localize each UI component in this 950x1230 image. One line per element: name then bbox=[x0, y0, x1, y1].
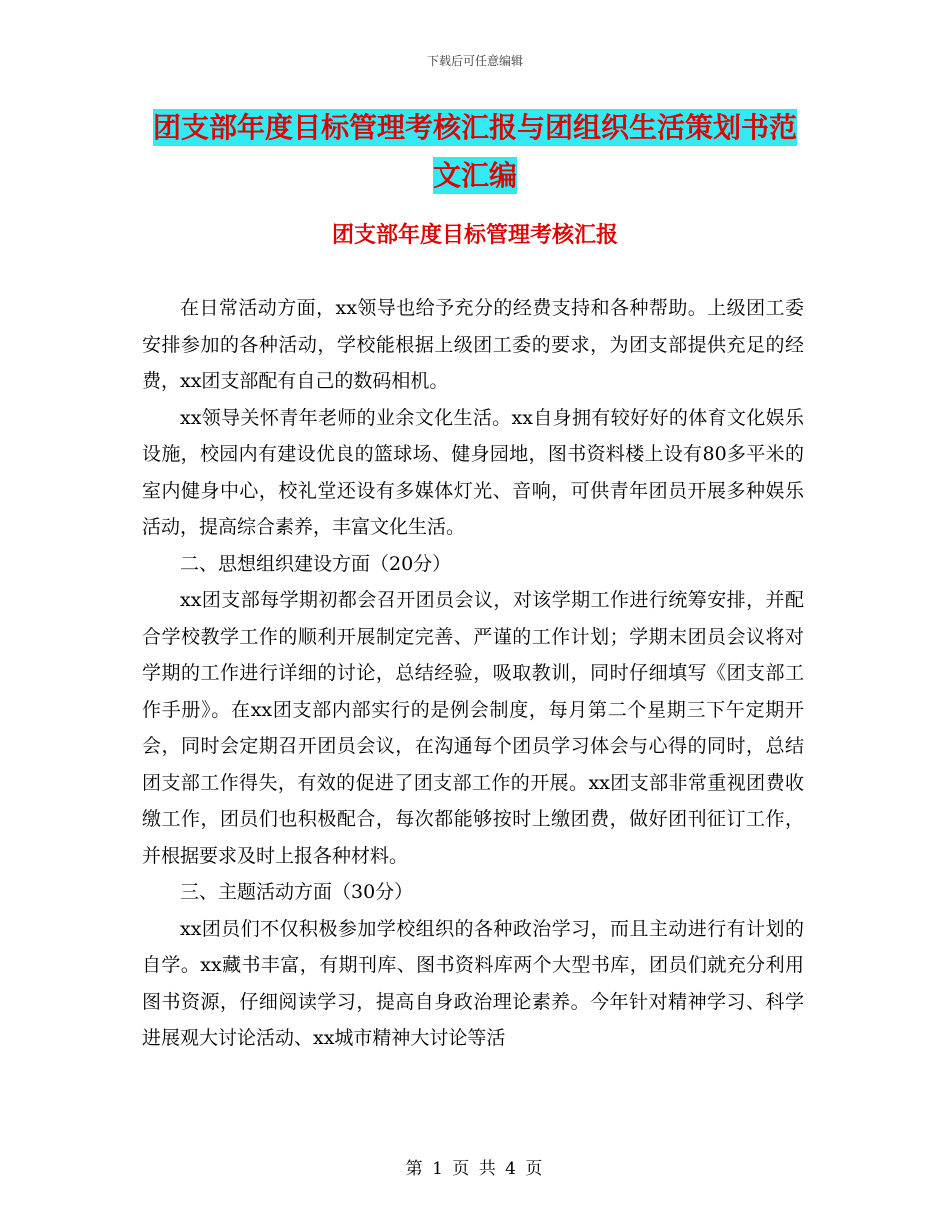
heading-theme-activities: 三、主题活动方面（30分） bbox=[180, 881, 414, 903]
paragraph-study: xx团员们不仅积极参加学校组织的各种政治学习，而且主动进行有计划的自学。xx藏书丰富，有期刊库、图书资料库两个大型书库，团员们就充分利用图书资源，仔细阅读学习，提高自身政治理论素养。今年针对精神学习、科学进展观大讨论活动、xx城市精神大讨论等活 bbox=[142, 917, 804, 1049]
paragraph-culture: xx领导关怀青年老师的业余文化生活。xx自身拥有较好好的体育文化娱乐设施，校园内有建设优良的篮球场、健身园地，图书资料楼上设有80多平米的室内健身中心，校礼堂还设有多媒体灯光、音响，可供青年团员开展多种娱乐活动，提高综合素养，丰富文化生活。 bbox=[142, 406, 804, 538]
page-footer: 第 1 页 共 4 页 bbox=[405, 1159, 545, 1179]
paragraph-funding: 在日常活动方面，xx领导也给予充分的经费支持和各种帮助。上级团工委安排参加的各种活动，学校能根据上级团工委的要求，为团支部提供充足的经费，xx团支部配有自己的数码相机。 bbox=[142, 297, 804, 392]
heading-ideology: 二、思想组织建设方面（20分） bbox=[180, 552, 452, 575]
document-title-line-2: 文汇编 bbox=[432, 159, 517, 192]
paragraph-organization: xx团支部每学期初都会召开团员会议，对该学期工作进行统筹安排，并配合学校教学工作的顺利开展制定完善、严谨的工作计划；学期末团员会议将对学期的工作进行详细的讨论，总结经验，吸取教训，同时仔细填写《团支部工作手册》。在xx团支部内部实行的是例会制度，每月第二个星期三下午定期开会，同时会定期召开团员会议，在沟通每个团员学习体会与心得的同时，总结团支部工作得失，有效的促进了团支部工作的开展。xx团支部非常重视团费收缴工作，团员们也积极配合，每次都能够按时上缴团费，做好团刊征订工作，并根据要求及时上报各种材料。 bbox=[142, 589, 804, 867]
body-text bbox=[142, 290, 804, 1057]
header-note: 下载后可任意编辑 bbox=[426, 54, 523, 68]
document-title bbox=[140, 104, 810, 200]
section-title: 团支部年度目标管理考核汇报 bbox=[331, 223, 618, 248]
document-title-line-1: 团支部年度目标管理考核汇报与团组织生活策划书范 bbox=[152, 111, 797, 144]
